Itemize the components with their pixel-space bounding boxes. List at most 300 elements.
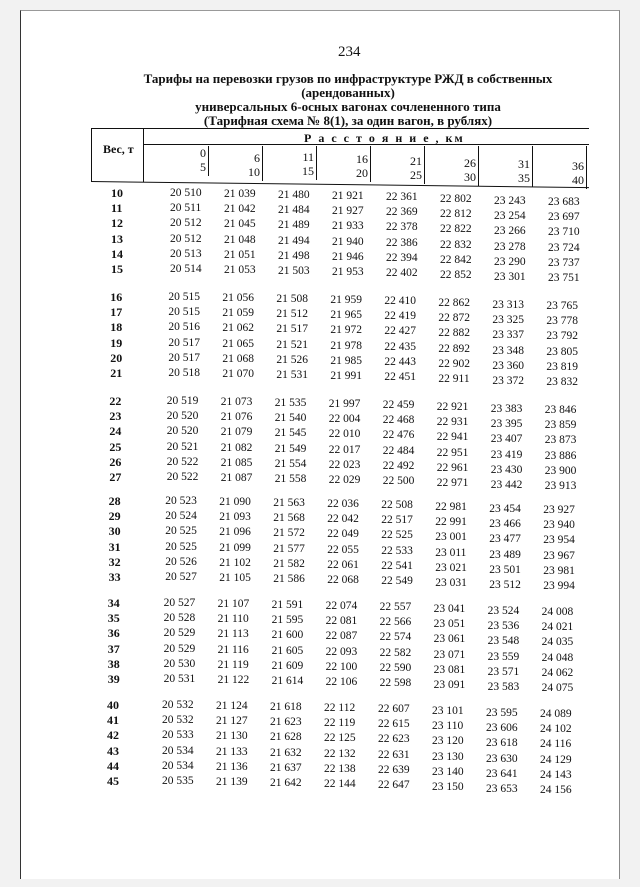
tariff-cell: 23 940: [543, 519, 575, 532]
tariff-cell: 23 041: [433, 603, 466, 615]
tariff-cell: 22 402: [386, 267, 418, 279]
tariff-cell: 22 378: [386, 221, 418, 234]
tariff-cell: 23 337: [492, 329, 525, 342]
tariff-cell: 20 520: [166, 410, 199, 423]
tariff-cell: 21 494: [278, 234, 310, 247]
tariff-cell: 20 529: [163, 642, 196, 655]
tariff-cell: 24 062: [541, 666, 574, 679]
tariff-cell: 23 243: [494, 195, 526, 207]
tariff-cell: 21 048: [224, 233, 256, 246]
tariff-cell: 21 102: [219, 556, 251, 569]
tariff-cell: 20 517: [168, 336, 201, 349]
tariff-cell: 23 101: [432, 705, 464, 717]
tariff-cell: 23 724: [548, 241, 580, 254]
tariff-cell: 23 419: [490, 448, 523, 461]
tariff-cell: 22 081: [325, 615, 358, 628]
tariff-cell: 22 971: [436, 477, 469, 489]
title-line-1: Тарифы на перевозки грузов по инфраструктуре РЖД в собственных (арендованных): [143, 71, 553, 100]
tariff-cell: 20 524: [165, 510, 197, 523]
tariff-cell: 20 532: [162, 714, 194, 727]
range-to: 10: [248, 165, 260, 179]
tariff-cell: 22 607: [378, 703, 410, 715]
tariff-cell: 21 480: [278, 189, 310, 201]
tariff-cell: 21 065: [222, 337, 255, 350]
tariff-cell: 22 484: [382, 444, 415, 457]
tariff-cell: 23 120: [432, 735, 464, 748]
tariff-cell: 22 010: [328, 428, 361, 441]
tariff-cell: 21 068: [222, 352, 255, 365]
tariff-cell: 22 508: [381, 499, 413, 511]
range-to: 15: [302, 164, 314, 178]
tariff-cell: 22 852: [440, 269, 472, 281]
tariff-cell: 24 075: [541, 682, 574, 694]
tariff-cell: 23 559: [487, 650, 520, 663]
tariff-cell: 20 527: [163, 597, 196, 609]
tariff-cell: 21 070: [222, 368, 255, 380]
tariff-cell: 20 529: [163, 627, 196, 640]
weight-value: 15: [111, 262, 123, 276]
tariff-cell: 21 079: [220, 426, 253, 439]
range-divider: [586, 146, 587, 189]
tariff-cell: 21 637: [270, 761, 302, 774]
tariff-cell: 21 997: [328, 398, 361, 410]
tariff-cell: 22 394: [386, 251, 418, 264]
tariff-cell: 21 053: [224, 264, 256, 276]
distance-range-header: [402, 154, 422, 182]
tariff-cell: 22 911: [438, 373, 470, 385]
tariff-cell: 21 985: [330, 354, 363, 367]
tariff-cell: 21 927: [332, 205, 364, 218]
tariff-cell: 20 522: [166, 471, 199, 483]
tariff-cell: 22 087: [325, 630, 358, 643]
tariff-cell: 23 001: [435, 531, 467, 544]
tariff-cell: 23 967: [543, 549, 575, 562]
tariff-cell: 21 526: [276, 353, 309, 366]
tariff-cell: 21 517: [276, 323, 309, 336]
tariff-cell: 20 535: [162, 775, 194, 787]
tariff-cell: 22 476: [382, 429, 415, 442]
tariff-cell: 21 586: [273, 573, 305, 585]
tariff-cell: 20 510: [170, 187, 202, 199]
page-number: 234: [338, 44, 361, 60]
tariff-cell: 21 614: [271, 675, 304, 687]
tariff-cell: 21 498: [278, 249, 310, 262]
tariff-cell: 22 055: [327, 543, 359, 556]
tariff-cell: 21 073: [220, 396, 253, 408]
weight-value: 19: [110, 335, 123, 350]
tariff-cell: 22 427: [384, 325, 417, 338]
tariff-cell: 23 383: [490, 403, 523, 415]
tariff-cell: 23 430: [490, 463, 523, 476]
tariff-cell: 22 017: [328, 443, 361, 456]
tariff-cell: 20 527: [165, 571, 197, 583]
tariff-cell: 20 515: [168, 306, 201, 319]
weight-value: 32: [108, 554, 121, 569]
tariff-cell: 22 941: [436, 431, 469, 444]
tariff-cell: 21 563: [273, 497, 305, 509]
weight-value: 37: [107, 641, 120, 656]
tariff-cell: 21 600: [271, 629, 304, 642]
range-from: 36: [572, 159, 584, 173]
tariff-cell: 24 143: [540, 768, 572, 781]
tariff-cell: 22 647: [378, 779, 410, 791]
tariff-cell: 23 846: [544, 404, 577, 416]
tariff-cell: 23 301: [494, 271, 526, 283]
distance-header: Р а с с т о я н и е , км: [304, 131, 465, 145]
tariff-cell: 22 049: [327, 528, 359, 541]
tariff-cell: 24 008: [541, 606, 574, 618]
weight-value: 27: [109, 470, 122, 484]
range-divider: [208, 146, 209, 176]
tariff-cell: 21 056: [222, 292, 255, 304]
tariff-cell: 22 144: [324, 778, 356, 790]
tariff-cell: 21 119: [217, 658, 249, 671]
weight-value: 21: [110, 366, 123, 380]
tariff-cell: 23 031: [435, 577, 467, 589]
tariff-cell: 21 991: [330, 370, 363, 382]
tariff-cell: 22 598: [379, 677, 412, 689]
tariff-cell: 22 074: [325, 600, 358, 612]
weight-column-divider: [143, 128, 144, 182]
weight-value: 23: [109, 409, 122, 424]
tariff-cell: 22 138: [324, 762, 356, 775]
tariff-cell: 22 029: [328, 474, 361, 486]
weight-value: 30: [108, 524, 121, 539]
tariff-cell: 23 819: [546, 360, 579, 373]
tariff-cell: 20 528: [163, 612, 196, 625]
tariff-cell: 21 512: [276, 308, 309, 321]
tariff-cell: 23 524: [487, 605, 520, 617]
weight-column-header: Вес, т: [103, 142, 134, 156]
tariff-cell: 23 395: [490, 418, 523, 431]
tariff-cell: 22 574: [379, 631, 412, 644]
range-to: 25: [410, 168, 422, 182]
tariff-cell: 23 548: [487, 635, 520, 648]
tariff-cell: 22 525: [381, 529, 413, 542]
tariff-cell: 22 451: [384, 371, 417, 383]
tariff-cell: 22 981: [435, 501, 467, 513]
tariff-cell: 22 419: [384, 310, 417, 323]
range-divider: [424, 146, 425, 184]
range-divider: [370, 146, 371, 182]
tariff-cell: 23 313: [492, 299, 525, 311]
tariff-cell: 23 501: [489, 563, 521, 576]
table-title: [100, 72, 596, 128]
range-from: 11: [302, 150, 314, 164]
weight-value: 38: [107, 656, 120, 671]
range-divider: [316, 146, 317, 180]
weight-value: 25: [109, 439, 122, 454]
tariff-cell: 21 572: [273, 527, 305, 540]
tariff-cell: 21 076: [220, 411, 253, 424]
tariff-cell: 22 931: [436, 416, 469, 429]
tariff-cell: 21 558: [274, 473, 307, 485]
tariff-cell: 22 902: [438, 357, 471, 370]
tariff-cell: 23 071: [433, 648, 466, 661]
tariff-cell: 21 554: [274, 457, 307, 470]
weight-value: 45: [107, 774, 119, 788]
tariff-cell: 23 372: [492, 375, 525, 387]
tariff-cell: 23 051: [433, 618, 466, 631]
tariff-cell: 21 605: [271, 644, 304, 657]
weight-value: 44: [107, 758, 119, 773]
tariff-cell: 22 822: [440, 223, 472, 236]
tariff-cell: 23 927: [543, 504, 575, 516]
tariff-cell: 20 530: [163, 657, 196, 670]
header-top-rule: [91, 128, 589, 129]
tariff-cell: 21 489: [278, 219, 310, 232]
tariff-cell: 20 517: [168, 351, 201, 364]
tariff-cell: 23 683: [548, 196, 580, 208]
weight-value: 31: [108, 539, 121, 554]
tariff-cell: 21 113: [217, 628, 249, 641]
distance-range-header: [240, 151, 260, 179]
tariff-cell: 20 522: [166, 455, 199, 468]
tariff-cell: 22 004: [328, 413, 361, 426]
tariff-cell: 22 892: [438, 342, 471, 355]
weight-value: 11: [111, 201, 123, 216]
tariff-cell: 21 090: [219, 496, 251, 508]
tariff-cell: 21 545: [274, 427, 307, 440]
tariff-cell: 21 595: [271, 614, 304, 627]
header-left-border: [91, 128, 92, 181]
weight-value: 43: [107, 743, 119, 758]
tariff-cell: 23 886: [544, 449, 577, 462]
tariff-cell: 21 059: [222, 307, 255, 320]
range-to: 40: [572, 173, 584, 187]
tariff-cell: 22 500: [382, 475, 415, 487]
tariff-cell: 21 609: [271, 659, 304, 672]
distance-range-header: [456, 156, 476, 184]
tariff-cell: 21 093: [219, 511, 251, 524]
tariff-cell: 22 921: [436, 401, 469, 413]
tariff-cell: 21 921: [332, 190, 364, 202]
tariff-cell: 23 697: [548, 211, 580, 224]
tariff-cell: 21 062: [222, 322, 255, 335]
tariff-cell: 20 531: [163, 673, 196, 685]
tariff-cell: 24 048: [541, 651, 574, 664]
tariff-cell: 21 082: [220, 441, 253, 454]
tariff-cell: 23 859: [544, 419, 577, 432]
tariff-cell: 23 832: [546, 376, 579, 388]
tariff-cell: 23 150: [432, 781, 464, 793]
tariff-cell: 20 520: [166, 425, 199, 438]
tariff-cell: 22 036: [327, 498, 359, 510]
range-to: 30: [464, 170, 476, 184]
tariff-cell: 21 568: [273, 512, 305, 525]
tariff-cell: 22 435: [384, 340, 417, 353]
tariff-cell: 20 532: [162, 699, 194, 711]
tariff-cell: 20 526: [165, 555, 197, 568]
tariff-cell: 23 954: [543, 534, 575, 547]
tariff-cell: 23 081: [433, 663, 466, 676]
tariff-cell: 23 641: [486, 767, 518, 780]
tariff-cell: 22 623: [378, 733, 410, 746]
distance-range-header: [564, 159, 584, 187]
tariff-cell: 22 361: [386, 191, 418, 203]
range-from: 21: [410, 154, 422, 168]
weight-value: 10: [111, 186, 123, 200]
tariff-cell: 23 571: [487, 665, 520, 678]
tariff-cell: 23 913: [544, 480, 577, 492]
range-to: 20: [356, 166, 368, 180]
tariff-cell: 20 514: [170, 263, 202, 275]
tariff-cell: 21 116: [217, 643, 249, 656]
tariff-cell: 22 132: [324, 747, 356, 760]
tariff-cell: 22 443: [384, 355, 417, 368]
tariff-cell: 22 566: [379, 616, 412, 629]
range-from: 6: [254, 151, 260, 165]
range-from: 16: [356, 152, 368, 166]
weight-value: 34: [107, 596, 120, 610]
weight-value: 29: [108, 509, 121, 524]
tariff-cell: 23 061: [433, 633, 466, 646]
tariff-cell: 22 812: [440, 208, 472, 221]
tariff-cell: 22 042: [327, 513, 359, 526]
distance-range-header: [510, 157, 530, 185]
tariff-cell: 21 130: [216, 730, 248, 743]
tariff-cell: 20 511: [170, 202, 202, 215]
tariff-cell: 21 139: [216, 776, 248, 788]
tariff-cell: 21 039: [224, 188, 256, 200]
weight-value: 41: [107, 713, 119, 728]
tariff-cell: 22 533: [381, 544, 413, 557]
tariff-cell: 22 106: [325, 676, 358, 688]
tariff-cell: 23 266: [494, 225, 526, 238]
tariff-cell: 21 127: [216, 715, 248, 728]
weight-value: 40: [107, 698, 119, 712]
tariff-cell: 22 991: [435, 516, 467, 529]
tariff-cell: 24 021: [541, 621, 574, 634]
tariff-cell: 23 653: [486, 783, 518, 795]
weight-value: 26: [109, 454, 122, 469]
tariff-cell: 24 129: [540, 753, 572, 766]
tariff-cell: 22 386: [386, 236, 418, 249]
tariff-cell: 23 737: [548, 256, 580, 269]
tariff-cell: 22 862: [438, 297, 471, 309]
tariff-cell: 20 523: [165, 495, 197, 507]
tariff-cell: 20 525: [165, 525, 197, 538]
tariff-cell: 22 410: [384, 295, 417, 307]
tariff-cell: 21 508: [276, 293, 309, 305]
tariff-cell: 23 011: [435, 546, 467, 559]
tariff-cell: 22 631: [378, 748, 410, 761]
tariff-cell: 20 519: [166, 395, 199, 407]
tariff-cell: 21 133: [216, 745, 248, 758]
range-from: 31: [518, 157, 530, 171]
tariff-cell: 23 630: [486, 752, 518, 765]
tariff-cell: 20 525: [165, 540, 197, 553]
tariff-cell: 21 628: [270, 731, 302, 744]
tariff-cell: 23 606: [486, 722, 518, 735]
tariff-cell: 23 900: [544, 464, 577, 477]
weight-value: 33: [108, 570, 121, 584]
tariff-cell: 24 156: [540, 784, 572, 796]
title-line-3: (Тарифная схема № 8(1), за один вагон, в рублях): [203, 113, 493, 128]
tariff-cell: 22 112: [324, 702, 356, 714]
tariff-cell: 23 360: [492, 359, 525, 372]
tariff-cell: 22 549: [381, 575, 413, 587]
tariff-cell: 23 290: [494, 255, 526, 268]
tariff-cell: 23 254: [494, 210, 526, 223]
weight-value: 39: [107, 672, 120, 686]
tariff-cell: 21 623: [270, 716, 302, 729]
tariff-cell: 23 765: [546, 300, 579, 312]
tariff-cell: 20 513: [170, 247, 202, 260]
tariff-cell: 22 802: [440, 193, 472, 205]
weight-value: 28: [108, 494, 121, 508]
tariff-cell: 23 489: [489, 548, 521, 561]
tariff-cell: 21 582: [273, 557, 305, 570]
tariff-cell: 22 468: [382, 414, 415, 427]
tariff-cell: 21 484: [278, 204, 310, 217]
tariff-cell: 23 325: [492, 314, 525, 327]
tariff-cell: 21 591: [271, 599, 304, 611]
tariff-cell: 23 512: [489, 579, 521, 591]
tariff-cell: 21 503: [278, 265, 310, 277]
tariff-cell: 20 534: [162, 759, 194, 772]
tariff-cell: 21 096: [219, 526, 251, 539]
tariff-cell: 23 278: [494, 240, 526, 253]
tariff-cell: 21 618: [270, 701, 302, 713]
tariff-cell: 22 590: [379, 661, 412, 674]
tariff-cell: 21 946: [332, 250, 364, 263]
weight-value: 35: [107, 611, 120, 626]
tariff-cell: 21 087: [220, 472, 253, 484]
range-from: 26: [464, 156, 476, 170]
tariff-cell: 24 102: [540, 723, 572, 736]
tariff-cell: 21 122: [217, 674, 250, 686]
tariff-cell: 22 119: [324, 717, 356, 730]
tariff-cell: 22 517: [381, 514, 413, 527]
tariff-cell: 22 061: [327, 558, 359, 571]
tariff-cell: 22 582: [379, 646, 412, 659]
tariff-cell: 22 100: [325, 660, 358, 673]
weight-value: 17: [110, 305, 123, 320]
weight-value: 13: [111, 231, 123, 246]
tariff-cell: 22 842: [440, 253, 472, 266]
tariff-cell: 21 107: [217, 598, 250, 610]
tariff-cell: 21 959: [330, 294, 363, 306]
tariff-cell: 21 540: [274, 412, 307, 425]
tariff-cell: 21 105: [219, 572, 251, 584]
tariff-cell: 20 516: [168, 321, 201, 334]
tariff-cell: 22 541: [381, 559, 413, 572]
tariff-cell: 23 466: [489, 518, 521, 531]
range-divider: [532, 146, 533, 187]
range-divider: [478, 146, 479, 186]
tariff-cell: 23 110: [432, 720, 464, 733]
tariff-cell: 23 536: [487, 620, 520, 633]
tariff-cell: 20 518: [168, 367, 201, 379]
weight-value: 12: [111, 216, 123, 231]
tariff-cell: 21 965: [330, 309, 363, 322]
tariff-cell: 23 348: [492, 344, 525, 357]
tariff-cell: 23 778: [546, 315, 579, 328]
distance-range-header: [186, 146, 206, 174]
tariff-cell: 23 407: [490, 433, 523, 446]
tariff-cell: 21 136: [216, 760, 248, 773]
weight-value: 16: [110, 290, 123, 304]
distance-range-header: [348, 152, 368, 180]
tariff-cell: 21 535: [274, 397, 307, 409]
tariff-cell: 21 972: [330, 324, 363, 337]
tariff-cell: 22 492: [382, 459, 415, 472]
tariff-cell: 22 125: [324, 732, 356, 745]
range-to: 35: [518, 171, 530, 185]
tariff-cell: 20 512: [170, 217, 202, 230]
title-line-2: универсальных 6-осных вагонах сочлененного типа: [195, 99, 501, 114]
